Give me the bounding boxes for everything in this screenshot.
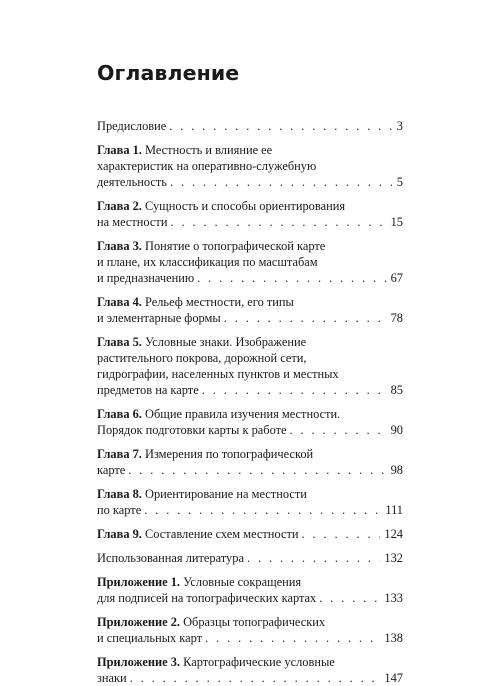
toc-entry-last-line: [97, 630, 403, 646]
entry-title-line: Предисловие: [97, 119, 167, 133]
leader-dots: [302, 526, 381, 542]
entry-title-line: Рельеф местности, его типы: [141, 295, 294, 309]
entry-title-line: Условные сокращения: [180, 575, 302, 589]
toc-entry-line: [97, 614, 403, 630]
toc-entry-last-line: [97, 310, 403, 326]
entry-title-line: Составление схем местности: [141, 527, 299, 541]
toc-entry-last-line: [97, 382, 403, 398]
toc-entry-line: [97, 654, 403, 670]
toc-entry: [97, 550, 403, 566]
toc-entry-last-line: [97, 550, 403, 566]
page-number: 78: [390, 311, 403, 325]
leader-dots: [144, 502, 381, 518]
toc-entry-line: [97, 254, 403, 270]
toc-entry-last-line: [97, 270, 403, 286]
toc-entry: [97, 574, 403, 606]
page-number: 98: [390, 463, 403, 477]
page-number: 124: [384, 527, 403, 541]
toc-entry: [97, 142, 403, 190]
entry-title-line: по карте: [97, 503, 142, 517]
entry-title-line: гидрографии, населенных пунктов и местных: [97, 367, 339, 381]
chapter-label: Глава 9.: [97, 527, 142, 541]
page-number: 15: [390, 215, 403, 229]
leader-dots: [170, 214, 386, 230]
toc-entry-last-line: [97, 174, 403, 190]
leader-dots: [170, 174, 393, 190]
toc-entry-last-line: [97, 526, 403, 542]
page-number: 132: [384, 551, 403, 565]
leader-dots: [197, 270, 387, 286]
entry-title-line: Понятие о топографической карте: [141, 239, 326, 253]
entry-title-line: предметов на карте: [97, 383, 199, 397]
leader-dots: [202, 382, 387, 398]
toc-entry-line: [97, 486, 403, 502]
toc-entry: [97, 334, 403, 398]
table-of-contents: [97, 118, 403, 686]
toc-entry-last-line: [97, 422, 403, 438]
toc-entry-line: [97, 366, 403, 382]
page-number: 133: [384, 591, 403, 605]
page-number: 111: [385, 503, 403, 517]
chapter-label: Глава 7.: [97, 447, 142, 461]
entry-title-line: и плане, их классификация по масштабам: [97, 255, 318, 269]
entry-title-line: Условные знаки. Изображение: [141, 335, 307, 349]
entry-title-line: Использованная литература: [97, 551, 244, 565]
leader-dots: [128, 462, 386, 478]
toc-entry: [97, 526, 403, 542]
entry-title-line: для подписей на топографических картах: [97, 591, 317, 605]
page-number: 3: [396, 119, 403, 133]
entry-title-line: и элементарные формы: [97, 311, 221, 325]
entry-title-line: Сущность и способы ориентирования: [141, 199, 346, 213]
chapter-label: Глава 8.: [97, 487, 142, 501]
toc-entry-line: [97, 334, 403, 350]
page-number: 90: [390, 423, 403, 437]
toc-entry: [97, 118, 403, 134]
page-number: 138: [384, 631, 403, 645]
entry-title-line: Общие правила изучения местности.: [141, 407, 341, 421]
entry-title-line: карте: [97, 463, 126, 477]
leader-dots: [247, 550, 380, 566]
chapter-label: Глава 3.: [97, 239, 142, 253]
entry-title-line: деятельность: [97, 175, 167, 189]
toc-entry-last-line: [97, 670, 403, 686]
leader-dots: [290, 422, 387, 438]
toc-entry-last-line: [97, 462, 403, 478]
leader-dots: [169, 118, 393, 134]
toc-entry: [97, 446, 403, 478]
entry-title-line: на местности: [97, 215, 168, 229]
toc-entry: [97, 294, 403, 326]
toc-entry-last-line: [97, 214, 403, 230]
leader-dots: [130, 670, 381, 686]
chapter-label: Глава 1.: [97, 143, 142, 157]
toc-entry: [97, 614, 403, 646]
entry-title-line: и специальных карт: [97, 631, 203, 645]
toc-entry: [97, 654, 403, 686]
page-number: 85: [390, 383, 403, 397]
toc-entry-line: [97, 574, 403, 590]
toc-entry-line: [97, 142, 403, 158]
entry-title-line: растительного покрова, дорожной сети,: [97, 351, 307, 365]
chapter-label: Приложение 2.: [97, 615, 180, 629]
page-number: 67: [390, 271, 403, 285]
toc-entry: [97, 198, 403, 230]
chapter-label: Глава 2.: [97, 199, 142, 213]
toc-entry-line: [97, 406, 403, 422]
leader-dots: [319, 590, 380, 606]
chapter-label: Глава 6.: [97, 407, 142, 421]
toc-entry-line: [97, 294, 403, 310]
toc-entry: [97, 238, 403, 286]
entry-title-line: Местность и влияние ее: [141, 143, 273, 157]
entry-title-line: и предназначению: [97, 271, 195, 285]
leader-dots: [224, 310, 387, 326]
page-number: 5: [396, 175, 403, 189]
toc-entry-line: [97, 198, 403, 214]
page-title: Оглавление: [97, 61, 240, 85]
chapter-label: Приложение 3.: [97, 655, 180, 669]
leader-dots: [205, 630, 380, 646]
entry-title-line: Измерения по топографической: [141, 447, 314, 461]
chapter-label: Глава 5.: [97, 335, 142, 349]
chapter-label: Приложение 1.: [97, 575, 180, 589]
entry-title-line: знаки: [97, 671, 127, 685]
toc-entry-line: [97, 238, 403, 254]
entry-title-line: Образцы топографических: [180, 615, 326, 629]
toc-entry-line: [97, 446, 403, 462]
toc-entry-last-line: [97, 590, 403, 606]
toc-entry-line: [97, 158, 403, 174]
toc-entry: [97, 486, 403, 518]
entry-title-line: Ориентирование на местности: [141, 487, 307, 501]
chapter-label: Глава 4.: [97, 295, 142, 309]
entry-title-line: Порядок подготовки карты к работе: [97, 423, 287, 437]
page-number: 147: [384, 671, 403, 685]
entry-title-line: Картографические условные: [180, 655, 335, 669]
toc-entry-line: [97, 350, 403, 366]
toc-entry-last-line: [97, 118, 403, 134]
toc-entry: [97, 406, 403, 438]
entry-title-line: характеристик на оперативно-служебную: [97, 159, 317, 173]
toc-entry-last-line: [97, 502, 403, 518]
